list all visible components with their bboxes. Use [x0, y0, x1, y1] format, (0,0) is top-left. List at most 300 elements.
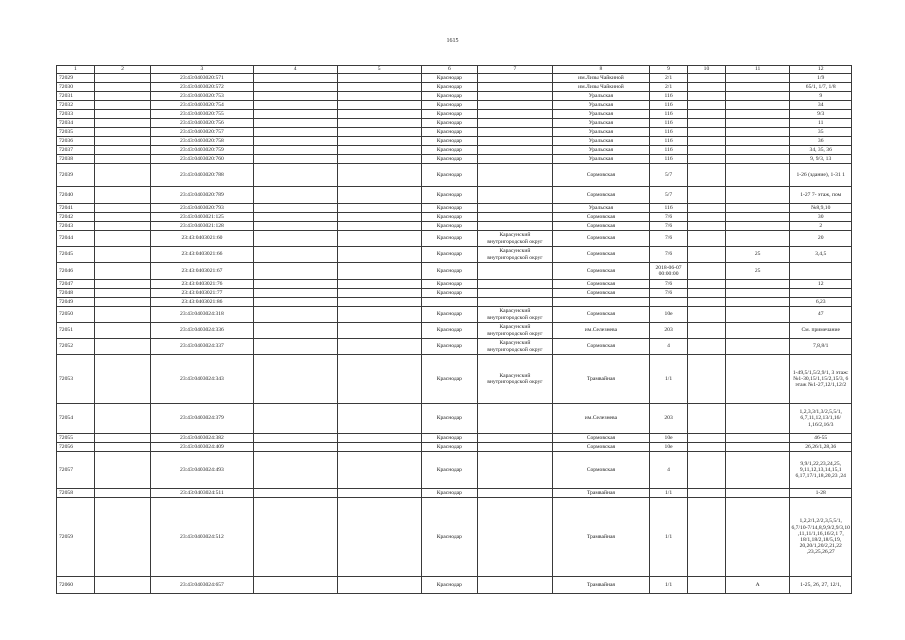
table-cell	[688, 222, 726, 231]
table-cell	[337, 164, 421, 187]
table-cell: 23:43:0403020:758	[151, 137, 253, 146]
table-cell	[253, 443, 337, 452]
table-cell	[688, 355, 726, 404]
table-cell	[688, 187, 726, 204]
table-row	[57, 355, 852, 404]
table-cell	[337, 155, 421, 164]
table-cell: Уральская	[552, 92, 649, 101]
table-cell	[478, 204, 553, 213]
table-cell: Краснодар	[421, 404, 477, 434]
table-cell: Уральская	[552, 204, 649, 213]
table-cell	[94, 577, 150, 594]
table-cell: 23:43:0403020:756	[151, 119, 253, 128]
table-cell	[253, 323, 337, 339]
table-cell: 1-25, 26, 27, 12/1,	[790, 577, 852, 594]
table-cell	[688, 298, 726, 307]
table-cell	[253, 498, 337, 577]
table-cell: 23:43:0403024:336	[151, 323, 253, 339]
table-cell: Сормовская	[552, 164, 649, 187]
table-cell: Краснодар	[421, 498, 477, 577]
table-cell	[94, 443, 150, 452]
table-cell: 23:43:0403020:759	[151, 146, 253, 155]
table-cell: Сормовская	[552, 263, 649, 280]
table-cell: 5/7	[650, 164, 688, 187]
table-cell: 72029	[57, 74, 95, 83]
table-cell: 23:43:0403024:379	[151, 404, 253, 434]
table-cell: Краснодар	[421, 164, 477, 187]
table-cell: 116	[650, 101, 688, 110]
table-cell: 116	[650, 128, 688, 137]
table-cell	[725, 92, 790, 101]
table-cell	[688, 146, 726, 155]
table-cell	[253, 74, 337, 83]
table-cell: 11	[790, 119, 852, 128]
table-cell: 23:43:0403021:86	[151, 298, 253, 307]
table-row	[57, 164, 852, 187]
table-cell: 23:43:0403021:77	[151, 289, 253, 298]
table-cell	[337, 187, 421, 204]
table-cell: 7/6	[650, 289, 688, 298]
table-cell: 72035	[57, 128, 95, 137]
table-cell	[478, 404, 553, 434]
table-cell: 23:43:0403020:789	[151, 187, 253, 204]
table-cell: Краснодар	[421, 222, 477, 231]
table-cell	[253, 434, 337, 443]
table-cell: 36	[790, 137, 852, 146]
table-cell	[337, 452, 421, 489]
table-cell	[94, 222, 150, 231]
table-row	[57, 339, 852, 355]
table-cell	[337, 355, 421, 404]
table-cell	[253, 187, 337, 204]
table-cell	[337, 577, 421, 594]
table-cell: 1/1	[650, 489, 688, 498]
table-cell	[94, 164, 150, 187]
table-cell	[478, 434, 553, 443]
table-cell: Уральская	[552, 119, 649, 128]
table-cell: 7/6	[650, 280, 688, 289]
column-header: 5	[337, 66, 421, 74]
table-cell: Сормовская	[552, 187, 649, 204]
table-cell: 23:43:0403020:571	[151, 74, 253, 83]
table-cell: 72040	[57, 187, 95, 204]
table-cell: Карасунский внутригородской округ	[478, 323, 553, 339]
table-cell: 2018-06-07 00:00:00	[650, 263, 688, 280]
table-cell	[94, 298, 150, 307]
table-cell	[478, 577, 553, 594]
table-row	[57, 289, 852, 298]
table-cell	[337, 83, 421, 92]
table-cell: Краснодар	[421, 110, 477, 119]
table-cell: Трамвайная	[552, 489, 649, 498]
table-row	[57, 119, 852, 128]
table-cell	[253, 307, 337, 323]
column-header: 11	[725, 66, 790, 74]
table-cell	[478, 222, 553, 231]
table-cell: 34	[790, 101, 852, 110]
table-cell: Сормовская	[552, 280, 649, 289]
table-cell	[725, 443, 790, 452]
column-header: 4	[253, 66, 337, 74]
table-cell: 23:43:0403021:125	[151, 213, 253, 222]
table-cell	[94, 355, 150, 404]
table-cell: Краснодар	[421, 355, 477, 404]
table-cell: 1/1	[650, 498, 688, 577]
table-row	[57, 498, 852, 577]
table-cell	[94, 146, 150, 155]
table-cell	[688, 247, 726, 263]
table-cell	[725, 489, 790, 498]
table-row	[57, 83, 852, 92]
table-cell	[725, 498, 790, 577]
table-cell	[688, 155, 726, 164]
table-cell	[725, 452, 790, 489]
table-cell	[688, 339, 726, 355]
table-cell: 23:43:0403020:753	[151, 92, 253, 101]
table-cell: 72038	[57, 155, 95, 164]
table-cell	[478, 443, 553, 452]
table-cell	[253, 137, 337, 146]
table-cell	[337, 434, 421, 443]
table-cell: 1-28	[790, 489, 852, 498]
table-cell	[337, 263, 421, 280]
table-cell	[337, 247, 421, 263]
table-cell	[725, 187, 790, 204]
table-cell	[688, 323, 726, 339]
table-cell: 23:43:0403020:757	[151, 128, 253, 137]
table-cell: 116	[650, 119, 688, 128]
table-cell	[94, 498, 150, 577]
table-cell	[725, 155, 790, 164]
table-cell: Трамвайная	[552, 577, 649, 594]
table-cell: 1/1	[650, 577, 688, 594]
table-cell	[337, 101, 421, 110]
table-cell	[478, 128, 553, 137]
table-cell	[688, 404, 726, 434]
table-cell: Сормовская	[552, 339, 649, 355]
table-cell	[725, 355, 790, 404]
table-cell: 116	[650, 204, 688, 213]
table-cell	[725, 110, 790, 119]
table-cell	[94, 110, 150, 119]
table-cell: 23:43:0403024:657	[151, 577, 253, 594]
table-cell	[253, 155, 337, 164]
table-cell: Краснодар	[421, 92, 477, 101]
table-cell	[94, 204, 150, 213]
table-cell: 1-49,5/1,5/2,9/1, 3 этаж: №1-30,15/1,15/2,15/3, 6 этаж №1-27,12/1,12/2	[790, 355, 852, 404]
table-cell: Краснодар	[421, 489, 477, 498]
table-cell	[337, 298, 421, 307]
table-cell: Краснодар	[421, 74, 477, 83]
table-cell	[94, 83, 150, 92]
table-cell	[478, 164, 553, 187]
table-cell: Краснодар	[421, 213, 477, 222]
table-cell: 7,8,8/1	[790, 339, 852, 355]
table-row	[57, 101, 852, 110]
table-cell	[478, 187, 553, 204]
table-cell	[253, 263, 337, 280]
table-row	[57, 213, 852, 222]
table-cell: им.Селезнева	[552, 323, 649, 339]
column-header: 8	[552, 66, 649, 74]
table-cell: 2/1	[650, 83, 688, 92]
table-cell: 116	[650, 92, 688, 101]
table-cell	[253, 222, 337, 231]
table-cell	[337, 498, 421, 577]
table-cell: 72030	[57, 83, 95, 92]
table-cell	[253, 339, 337, 355]
table-cell	[478, 83, 553, 92]
table-cell: 12	[790, 280, 852, 289]
column-header: 10	[688, 66, 726, 74]
table-cell	[253, 489, 337, 498]
table-cell: Карасунский внутригородской округ	[478, 339, 553, 355]
table-cell: 23:43:0403024:343	[151, 355, 253, 404]
table-cell: 26,26/1,28,36	[790, 443, 852, 452]
table-cell: 23:43:0403024:409	[151, 443, 253, 452]
table-cell	[688, 498, 726, 577]
column-header: 7	[478, 66, 553, 74]
table-cell	[688, 119, 726, 128]
table-cell	[688, 137, 726, 146]
table-cell: 4	[650, 339, 688, 355]
table-cell	[253, 164, 337, 187]
table-cell: 46-55	[790, 434, 852, 443]
table-cell	[94, 307, 150, 323]
table-cell: Карасунский внутригородской округ	[478, 355, 553, 404]
table-cell: Сормовская	[552, 213, 649, 222]
table-cell	[253, 452, 337, 489]
table-cell	[478, 452, 553, 489]
column-header: 6	[421, 66, 477, 74]
table-cell	[725, 289, 790, 298]
table-cell	[725, 74, 790, 83]
table-cell	[478, 289, 553, 298]
table-cell	[94, 263, 150, 280]
table-cell: 72031	[57, 92, 95, 101]
table-cell	[790, 263, 852, 280]
table-cell: Краснодар	[421, 128, 477, 137]
table-cell: 6,23	[790, 298, 852, 307]
table-cell: Трамвайная	[552, 498, 649, 577]
table-cell: 23:43:0403020:793	[151, 204, 253, 213]
table-cell: 72032	[57, 101, 95, 110]
table-cell	[337, 289, 421, 298]
table-cell: Краснодар	[421, 289, 477, 298]
table-cell: 65/1, 1/7, 1/8	[790, 83, 852, 92]
table-cell	[725, 119, 790, 128]
table-cell: 1/1	[650, 355, 688, 404]
table-row	[57, 489, 852, 498]
table-cell: 72056	[57, 443, 95, 452]
table-cell	[478, 498, 553, 577]
table-cell	[725, 231, 790, 247]
table-cell: 7/6	[650, 213, 688, 222]
table-cell: 72058	[57, 489, 95, 498]
table-cell	[253, 101, 337, 110]
table-cell: 1,2,3,3/1,3/2,5,5/1, 6,7,11,12,13/1,16/ 1,16/2,16/3	[790, 404, 852, 434]
table-cell: 47	[790, 307, 852, 323]
table-cell	[253, 213, 337, 222]
table-cell: Сормовская	[552, 307, 649, 323]
table-row	[57, 187, 852, 204]
table-cell	[688, 280, 726, 289]
table-cell: 23:43:0403021:128	[151, 222, 253, 231]
table-row	[57, 298, 852, 307]
table-cell	[94, 289, 150, 298]
table-cell: 203	[650, 323, 688, 339]
table-cell: 20	[790, 231, 852, 247]
table-cell	[253, 404, 337, 434]
table-cell	[337, 222, 421, 231]
table-cell: 23:43:0403020:572	[151, 83, 253, 92]
table-cell	[688, 164, 726, 187]
table-row	[57, 443, 852, 452]
table-cell: 72043	[57, 222, 95, 231]
table-row	[57, 452, 852, 489]
table-cell: Карасунский внутригородской округ	[478, 247, 553, 263]
table-row	[57, 307, 852, 323]
table-cell: 23:43:0403021:76	[151, 280, 253, 289]
table-cell: 72051	[57, 323, 95, 339]
table-cell	[478, 110, 553, 119]
table-cell	[688, 204, 726, 213]
table-cell: 35	[790, 128, 852, 137]
table-row	[57, 404, 852, 434]
table-cell	[478, 263, 553, 280]
table-cell	[337, 137, 421, 146]
table-cell: 23:43:0403020:760	[151, 155, 253, 164]
table-cell	[688, 231, 726, 247]
table-cell	[253, 289, 337, 298]
table-cell	[790, 289, 852, 298]
table-cell	[94, 452, 150, 489]
table-cell	[94, 231, 150, 247]
table-cell: 23:43:0403020:755	[151, 110, 253, 119]
table-cell: 9/3	[790, 110, 852, 119]
table-cell	[337, 92, 421, 101]
table-cell: 23:43:0403021:66	[151, 247, 253, 263]
table-cell: Краснодар	[421, 231, 477, 247]
table-row	[57, 247, 852, 263]
table-cell: 7/6	[650, 231, 688, 247]
table-cell: Уральская	[552, 137, 649, 146]
table-cell	[337, 110, 421, 119]
table-cell: 72053	[57, 355, 95, 404]
table-cell	[688, 489, 726, 498]
table-cell: 72049	[57, 298, 95, 307]
table-cell	[94, 339, 150, 355]
table-row	[57, 222, 852, 231]
table-cell	[94, 137, 150, 146]
table-cell: Краснодар	[421, 307, 477, 323]
table-cell	[253, 128, 337, 137]
table-cell: Краснодар	[421, 119, 477, 128]
table-cell	[725, 339, 790, 355]
table-cell	[725, 434, 790, 443]
table-cell: Краснодар	[421, 339, 477, 355]
table-cell	[478, 92, 553, 101]
table-cell	[552, 298, 649, 307]
table-cell: им.Селезнева	[552, 404, 649, 434]
table-cell: 7/6	[650, 247, 688, 263]
table-cell	[253, 231, 337, 247]
table-cell: Трамвайная	[552, 355, 649, 404]
table-cell	[253, 146, 337, 155]
table-cell	[337, 119, 421, 128]
table-cell	[253, 280, 337, 289]
table-cell	[94, 247, 150, 263]
table-cell	[478, 213, 553, 222]
table-cell	[337, 231, 421, 247]
table-cell: 1-26 (здание), 1-31 1	[790, 164, 852, 187]
table-cell: Краснодар	[421, 137, 477, 146]
table-cell	[478, 298, 553, 307]
table-cell: 72055	[57, 434, 95, 443]
table-cell	[253, 110, 337, 119]
table-cell	[253, 355, 337, 404]
table-row	[57, 323, 852, 339]
table-cell	[253, 298, 337, 307]
table-cell	[688, 213, 726, 222]
table-cell: 30	[790, 213, 852, 222]
table-cell	[337, 74, 421, 83]
table-cell: 116	[650, 155, 688, 164]
table-row	[57, 577, 852, 594]
table-cell: Сормовская	[552, 452, 649, 489]
table-cell: Уральская	[552, 128, 649, 137]
table-cell	[94, 119, 150, 128]
table-cell	[94, 92, 150, 101]
table-cell: Краснодар	[421, 247, 477, 263]
table-cell	[725, 307, 790, 323]
table-cell: №8,9,10	[790, 204, 852, 213]
table-cell	[478, 146, 553, 155]
table-cell: Сормовская	[552, 443, 649, 452]
page-number: 1615	[446, 38, 459, 44]
table-cell	[688, 443, 726, 452]
table-cell: Краснодар	[421, 187, 477, 204]
table-cell	[725, 404, 790, 434]
table-cell: 23:43:0403020:788	[151, 164, 253, 187]
table-row	[57, 280, 852, 289]
table-cell	[688, 289, 726, 298]
table-cell	[478, 489, 553, 498]
table-cell	[94, 187, 150, 204]
table-cell	[94, 323, 150, 339]
table-cell	[725, 128, 790, 137]
table-cell: 2	[790, 222, 852, 231]
table-cell	[688, 110, 726, 119]
table-cell: 10е	[650, 443, 688, 452]
table-cell	[688, 307, 726, 323]
table-cell	[725, 101, 790, 110]
table-cell: Краснодар	[421, 155, 477, 164]
table-cell: 23:43:0403021:60	[151, 231, 253, 247]
table-cell	[253, 83, 337, 92]
table-cell: Уральская	[552, 155, 649, 164]
table-cell: 9,9/1,22,23,24,25, 9,11,12,13,14,15,1 6,17,17/1,18,20,23 ,24	[790, 452, 852, 489]
table-cell: 25	[725, 263, 790, 280]
table-cell	[688, 83, 726, 92]
table-cell	[94, 489, 150, 498]
table-cell	[253, 92, 337, 101]
column-header: 3	[151, 66, 253, 74]
table-cell	[94, 404, 150, 434]
table-cell: 203	[650, 404, 688, 434]
table-cell	[725, 323, 790, 339]
table-cell: 5/7	[650, 187, 688, 204]
